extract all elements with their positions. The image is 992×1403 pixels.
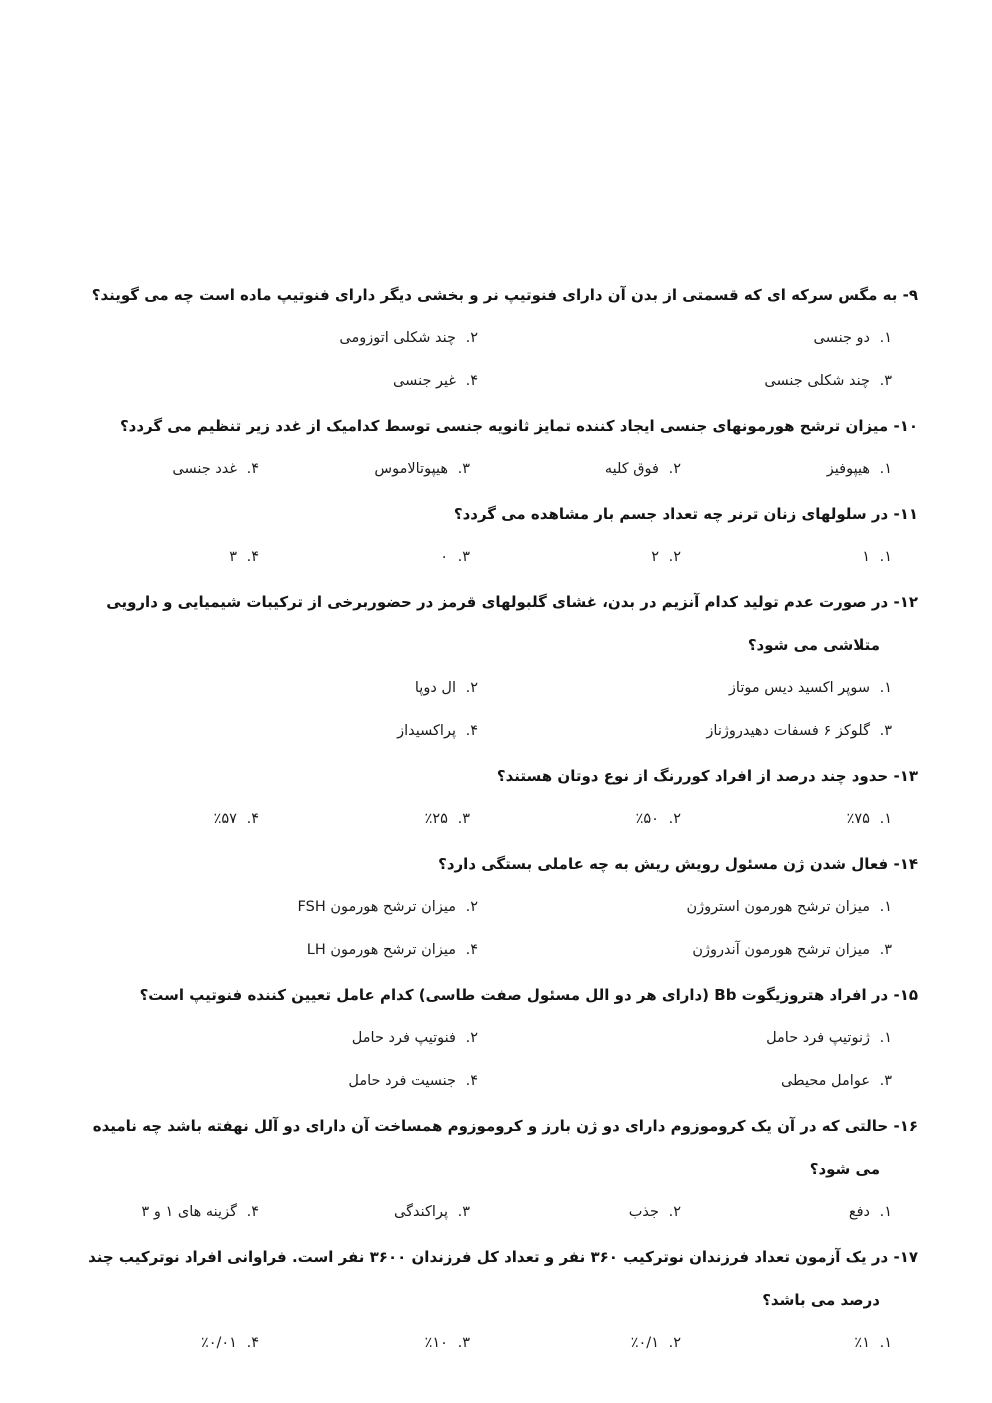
question-heading: [74, 581, 918, 667]
option-number: ۱.: [879, 899, 892, 915]
option: [681, 1322, 892, 1365]
option: [478, 886, 892, 929]
option-label: سوپر اکسید دیس موتاز: [728, 680, 870, 696]
question-heading: [74, 274, 918, 317]
option-number: ۴.: [246, 461, 259, 477]
question-number: ۱۰-: [893, 417, 918, 435]
option-number: ۳.: [879, 942, 892, 958]
option-number: ۲.: [668, 1204, 681, 1220]
option-number: ۲.: [668, 461, 681, 477]
option-label: هیپوفیز: [826, 461, 870, 477]
question-heading: [74, 843, 918, 886]
question-text: به مگس سرکه ای که قسمتی از بدن آن دارای فنوتیپ نر و بخشی دیگر دارای فنوتیپ ماده است چه می گویند؟: [91, 286, 898, 304]
option-label: ٪۱: [854, 1335, 870, 1351]
option-number: ۲.: [668, 549, 681, 565]
options-row: [74, 536, 918, 579]
options-row: [74, 1191, 918, 1234]
option: [470, 1191, 681, 1234]
option-label: چند شکلی جنسی: [764, 373, 870, 389]
option-number: ۳.: [879, 373, 892, 389]
option: [470, 1322, 681, 1365]
option: [478, 317, 892, 360]
option-number: ۴.: [246, 1335, 259, 1351]
options-row: [74, 886, 918, 929]
option: [259, 1191, 470, 1234]
option-label: ٪۷۵: [846, 811, 870, 827]
option-number: ۳.: [457, 811, 470, 827]
option: [478, 929, 892, 972]
option-number: ۲.: [465, 1030, 478, 1046]
options-row: [74, 667, 918, 710]
option-number: ۳.: [457, 461, 470, 477]
option-label: میزان ترشح هورمون FSH: [297, 899, 456, 915]
option-number: ۴.: [246, 811, 259, 827]
options-row: [74, 1322, 918, 1365]
option-number: ۳.: [457, 1335, 470, 1351]
options-row: [74, 929, 918, 972]
options-row: [74, 710, 918, 753]
option: [470, 448, 681, 491]
question-number: ۹-: [902, 286, 918, 304]
option-label: ٪۵۰: [635, 811, 659, 827]
options-row: [74, 1017, 918, 1060]
question-text: میزان ترشح هورمونهای جنسی ایجاد کننده تمایز ثانویه جنسی توسط کدامیک از غدد زیر تنظیم می گردد؟: [119, 417, 889, 435]
option-number: ۳.: [457, 1204, 470, 1220]
option-number: ۳.: [879, 1073, 892, 1089]
question-text: فعال شدن ژن مسئول رویش ریش به چه عاملی بستگی دارد؟: [438, 855, 889, 873]
option-label: پراکسیداز: [397, 723, 456, 739]
option: [681, 798, 892, 841]
question-heading: [74, 755, 918, 798]
option: [259, 798, 470, 841]
option-number: ۱.: [879, 1204, 892, 1220]
question-text: حالتی که در آن یک کروموزوم دارای دو ژن بارز و کروموزوم همساخت آن دارای دو آلل نهفته باشد چه نامیده می شود؟: [92, 1117, 889, 1178]
option-label: ٪۲۵: [424, 811, 448, 827]
option: [478, 1017, 892, 1060]
option-label: گلوکز ۶ فسفات دهیدروژناز: [706, 723, 870, 739]
question-block: [74, 974, 918, 1103]
option: [74, 886, 478, 929]
option-label: غدد جنسی: [172, 461, 237, 477]
question-heading: [74, 405, 918, 448]
question-number: ۱۷-: [893, 1248, 918, 1266]
question-number: ۱۶-: [893, 1117, 918, 1135]
option-number: ۱.: [879, 811, 892, 827]
option: [259, 536, 470, 579]
option-label: ۳: [229, 549, 237, 565]
option: [74, 360, 478, 403]
option-label: دفع: [848, 1204, 870, 1220]
option: [74, 1017, 478, 1060]
option-number: ۳.: [879, 723, 892, 739]
question-heading: [74, 1105, 918, 1191]
option: [681, 536, 892, 579]
question-number: ۱۵-: [893, 986, 918, 1004]
option-label: ۱: [862, 549, 870, 565]
option-label: جنسیت فرد حامل: [348, 1073, 456, 1089]
question-text: در افراد هتروزیگوت Bb (دارای هر دو الل مسئول صفت طاسی) کدام عامل تعیین کننده فنوتیپ است؟: [139, 986, 889, 1004]
option-label: هیپوتالاموس: [374, 461, 448, 477]
option-label: میزان ترشح هورمون آندروژن: [692, 942, 870, 958]
option-label: غیر جنسی: [393, 373, 456, 389]
option-number: ۴.: [465, 723, 478, 739]
option-label: فنوتیپ فرد حامل: [351, 1030, 456, 1046]
question-block: [74, 405, 918, 491]
option-number: ۴.: [465, 942, 478, 958]
question-block: [74, 1236, 918, 1365]
question-text: در یک آزمون تعداد فرزندان نوترکیب ۳۶۰ نفر و تعداد کل فرزندان ۳۶۰۰ نفر است. فراوانی افراد نوترکیب چند درصد می باشد؟: [88, 1248, 889, 1309]
option-number: ۲.: [668, 811, 681, 827]
option: [681, 448, 892, 491]
option: [478, 667, 892, 710]
option-label: میزان ترشح هورمون LH: [306, 942, 456, 958]
option: [48, 798, 259, 841]
option-label: ۲: [651, 549, 659, 565]
question-number: ۱۲-: [893, 593, 918, 611]
question-heading: [74, 974, 918, 1017]
option-label: میزان ترشح هورمون استروژن: [686, 899, 870, 915]
option-label: جذب: [628, 1204, 659, 1220]
option-number: ۱.: [879, 1335, 892, 1351]
question-number: ۱۴-: [893, 855, 918, 873]
option-number: ۴.: [246, 1204, 259, 1220]
option: [478, 360, 892, 403]
question-block: [74, 493, 918, 579]
options-row: [74, 1060, 918, 1103]
option-number: ۱.: [879, 680, 892, 696]
option-label: ۰: [440, 549, 448, 565]
option: [470, 536, 681, 579]
option: [259, 448, 470, 491]
question-number: ۱۱-: [893, 505, 918, 523]
option-number: ۲.: [668, 1335, 681, 1351]
option: [478, 1060, 892, 1103]
question-block: [74, 581, 918, 753]
option: [259, 1322, 470, 1365]
option-label: ٪۰/۰۱: [200, 1335, 237, 1351]
option-number: ۱.: [879, 1030, 892, 1046]
option-number: ۲.: [465, 330, 478, 346]
option: [470, 798, 681, 841]
option-label: فوق کلیه: [604, 461, 659, 477]
question-heading: [74, 1236, 918, 1322]
question-text: در سلولهای زنان ترنر چه تعداد جسم بار مشاهده می گردد؟: [453, 505, 889, 523]
question-block: [74, 1105, 918, 1234]
option-number: ۲.: [465, 680, 478, 696]
option-number: ۱.: [879, 549, 892, 565]
options-row: [74, 317, 918, 360]
option: [74, 929, 478, 972]
option: [74, 710, 478, 753]
option-label: ژنوتیپ فرد حامل: [766, 1030, 870, 1046]
question-block: [74, 755, 918, 841]
option-label: گزینه های ۱ و ۳: [141, 1204, 237, 1220]
option: [74, 667, 478, 710]
option-label: پراکندگی: [394, 1204, 448, 1220]
option-label: ٪۵۷: [213, 811, 237, 827]
question-text: در صورت عدم تولید کدام آنزیم در بدن، غشای گلبولهای قرمز در حضوربرخی از ترکیبات شیمیایی و دارویی متلاشی می شود؟: [106, 593, 889, 654]
option: [48, 448, 259, 491]
option-label: دو جنسی: [813, 330, 870, 346]
option: [48, 536, 259, 579]
options-row: [74, 360, 918, 403]
option: [478, 710, 892, 753]
question-block: [74, 843, 918, 972]
question-block: [74, 274, 918, 403]
option: [48, 1322, 259, 1365]
option-label: عوامل محیطی: [780, 1073, 870, 1089]
option-label: ٪۱۰: [424, 1335, 448, 1351]
option-number: ۱.: [879, 461, 892, 477]
option-number: ۲.: [465, 899, 478, 915]
question-heading: [74, 493, 918, 536]
questions-container: [74, 274, 918, 1367]
options-row: [74, 798, 918, 841]
option-number: ۴.: [465, 373, 478, 389]
option-label: چند شکلی اتوزومی: [339, 330, 456, 346]
option-number: ۴.: [246, 549, 259, 565]
option: [48, 1191, 259, 1234]
option: [681, 1191, 892, 1234]
option-number: ۱.: [879, 330, 892, 346]
option-number: ۳.: [457, 549, 470, 565]
option-label: ٪۰/۱: [630, 1335, 659, 1351]
option: [74, 317, 478, 360]
question-text: حدود چند درصد از افراد کوررنگ از نوع دوتان هستند؟: [496, 767, 889, 785]
question-number: ۱۳-: [893, 767, 918, 785]
options-row: [74, 448, 918, 491]
option: [74, 1060, 478, 1103]
option-label: ال دوپا: [414, 680, 456, 696]
option-number: ۴.: [465, 1073, 478, 1089]
